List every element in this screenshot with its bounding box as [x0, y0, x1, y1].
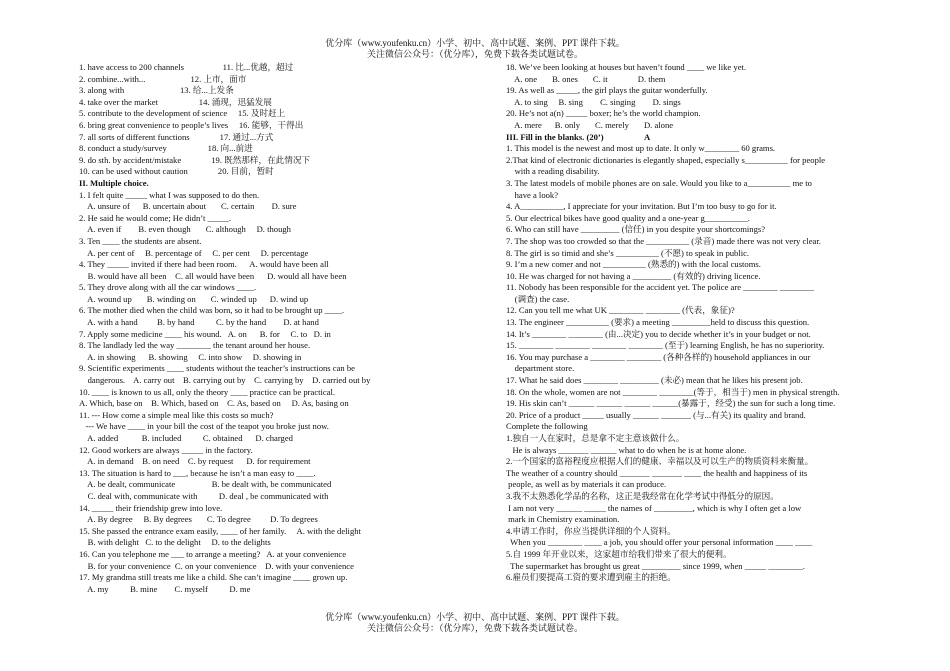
text-line: 2. combine...with... 12. 上市，面市: [79, 73, 247, 84]
text-line: A. with a hand B. by hand C. by the hand D. at hand: [79, 317, 319, 328]
page-footer: [0, 612, 950, 634]
text-line: 7. Apply some medicine ____ his wound. A. on B. for C. to D. in: [79, 328, 331, 339]
text-line: (调查) the case.: [506, 293, 570, 304]
text-line: 15. ________ ________ ________ ________ (至于) learning English, he has no superiority.: [506, 340, 825, 351]
text-line: 14. It’s ________ ________ (由...决定) you to decide whether it’s in your budget or not.: [506, 328, 811, 339]
text-line: 5. contribute to the development of science 15. 及时赶上: [79, 108, 286, 119]
text-line: 20. Price of a product _____ usually ______ _______ (与...有关) its quality and brand.: [506, 409, 806, 420]
text-line: 15. She passed the entrance exam easily, ____ of her family. A. with the delight: [79, 525, 361, 536]
text-line: 10. He was charged for not having a _________ (有效的) driving licence.: [506, 270, 761, 281]
text-line: 6. bring great convenience to people’s lives 16. 能够，干得出: [79, 119, 304, 130]
text-line: department store.: [506, 363, 575, 374]
text-line: 12. Good workers are always _____ in the factory.: [79, 444, 253, 455]
text-line: A. wound up B. winding on C. winded up D. wind up: [79, 293, 309, 304]
text-line: people, as well as by materials it can produce.: [506, 479, 667, 490]
text-line: --- We have ____ in your bill the cost of the teapot you broke just now.: [79, 421, 329, 432]
text-line: 7. The shop was too crowded so that the __________ (录音) made there was not very clear.: [506, 235, 821, 246]
text-line: 14. _____ their friendship grew into love.: [79, 502, 223, 513]
text-line: 16. You may purchase a ________ ________ (各种各样的) household appliances in our: [506, 351, 811, 362]
text-line: 4. take over the market 14. 涌现，迅猛发展: [79, 96, 272, 107]
text-line: A. mere B. only C. merely D. alone: [506, 119, 674, 130]
text-line: A. my B. mine C. myself D. me: [79, 583, 251, 594]
text-line: 13. The engineer __________ (要求) a meeting _________held to discuss this question.: [506, 317, 810, 328]
text-line: 2.That kind of electronic dictionaries is elegantly shaped, especially s__________ for people: [506, 154, 826, 165]
text-line: 1. This model is the newest and most up to date. It only w________ 60 grams.: [506, 143, 776, 154]
text-line: A. unsure of B. uncertain about C. certain D. sure: [79, 201, 297, 212]
text-line: B. would have all been C. all would have been D. would all have been: [79, 270, 347, 281]
text-line: 16. Can you telephone me ___ to arrange a meeting? A. at your convenience: [79, 548, 347, 559]
text-line: 7. all sorts of different functions 17. 通过...方式: [79, 131, 274, 142]
text-line: 6.雇员们要提高工资的要求遭到雇主的拒绝。: [506, 572, 676, 583]
text-line: III. Fill in the blanks. (20’) A: [506, 131, 651, 142]
text-line: 8. The landlady led the way ________ the tenant around her house.: [79, 340, 311, 351]
text-line: 17. What he said does ________ _________ (未必) mean that he likes his present job.: [506, 375, 803, 386]
text-line: B. with delight C. to the delight D. to the delights: [79, 537, 271, 548]
text-line: 11. Nobody has been responsible for the accident yet. The police are ________ ________: [506, 282, 815, 293]
text-line: Complete the following: [506, 421, 588, 432]
text-line: 10. ____ is known to us all, only the theory ____ practice can be practical.: [79, 386, 336, 397]
text-line: 19. His skin can’t ______ ______ ______ ______(暴露于，经受) the sun for such a long time.: [506, 398, 836, 409]
text-line: 5. Our electrical bikes have good quality and a one-year g__________.: [506, 212, 750, 223]
text-line: A. per cent of B. percentage of C. per cent D. percentage: [79, 247, 309, 258]
header-line-1: 优分库（www.youfenku.cn）小学、初中、高中试题、案例、PPT 课件下载。: [325, 38, 625, 48]
text-line: He is always _______ ______ what to do when he is at home alone.: [506, 444, 747, 455]
text-line: 3.我不太熟悉化学品的名称，这正是我经常在化学考试中得低分的原因。: [506, 490, 779, 501]
text-line: 1. I felt quite _____ what I was supposed to do then.: [79, 189, 260, 200]
text-line: 4. They _____ invited if there had been room. A. would have been all: [79, 259, 329, 270]
left-column: [79, 62, 419, 595]
page-header: [0, 38, 950, 60]
footer-line-2: 关注微信公众号：（优分库），免费下载各类试题试卷。: [366, 623, 583, 633]
text-line: A. in showing B. showing C. into show D. showing in: [79, 351, 302, 362]
text-line: 20. He’s not a(n) _____ boxer; he’s the world champion.: [506, 108, 701, 119]
text-line: 6. The mother died when the child was born, so it had to be brought up ____.: [79, 305, 345, 316]
text-line: C. deal with, communicate with D. deal , be communicated with: [79, 490, 329, 501]
text-line: 4.申请工作时，你应当提供详细的个人资料。: [506, 525, 676, 536]
text-line: dangerous. A. carry out B. carrying out by C. carrying by D. carried out by: [79, 375, 371, 386]
text-line: The supermarket has brought us great _________ since 1999, when _____ ________.: [506, 560, 805, 571]
text-line: 2. He said he would come; He didn’t _____.: [79, 212, 232, 223]
text-line: B. for your convenience C. on your convenience D. with your convenience: [79, 560, 354, 571]
text-line: 18. On the whole, women are not ________ ________(等于，相当于) men in physical strength.: [506, 386, 840, 397]
text-line: 3. along with 13. 给...上发条: [79, 85, 234, 96]
text-line: The weather of a country should _______ _______ ____ the health and happiness of its: [506, 467, 808, 478]
text-line: 19. As well as _____, the girl plays the guitar wonderfully.: [506, 85, 708, 96]
text-line: 3. Ten ____ the students are absent.: [79, 235, 202, 246]
text-line: When you ________ ____ a job, you should offer your personal information ____ ____: [506, 537, 813, 548]
text-line: 1. have access to 200 channels 11. 比...优越，超过: [79, 62, 294, 72]
text-line: A. be dealt, communicate B. be dealt with, be communicated: [79, 479, 332, 490]
text-line: 9. I’m a new comer and not __________ (熟悉的) with the local customs.: [506, 259, 761, 270]
text-line: 18. We’ve been looking at houses but haven’t found ____ we like yet.: [506, 62, 747, 72]
text-line: A. By degree B. By degrees C. To degree D. To degrees: [79, 514, 318, 525]
header-line-2: 关注微信公众号：（优分库），免费下载各类试题试卷。: [366, 49, 583, 59]
text-line: A. Which, base on B. Which, based on C. As, based on D. As, basing on: [79, 398, 349, 409]
text-line: 17. My grandma still treats me like a child. She can’t imagine ____ grown up.: [79, 572, 348, 583]
text-line: 1.独自一人在家时，总是拿不定主意该做什么。: [506, 433, 685, 443]
right-column: [506, 62, 886, 584]
text-line: 5. They drove along with all the car windows ____.: [79, 282, 257, 293]
text-line: A. in demand B. on need C. by request D. for requirement: [79, 456, 311, 467]
text-line: A. to sing B. sing C. singing D. sings: [506, 96, 681, 107]
text-line: 3. The latest models of mobile phones are on sale. Would you like to a__________ me to: [506, 177, 812, 188]
text-line: with a reading disability.: [506, 166, 600, 177]
text-line: A. even if B. even though C. although D. though: [79, 224, 291, 235]
text-line: have a look?: [506, 189, 559, 200]
text-line: 11. --- How come a simple meal like this costs so much?: [79, 409, 274, 420]
text-line: 10. can be used without caution 20. 目前，暂时: [79, 166, 274, 177]
text-line: II. Multiple choice.: [79, 177, 149, 188]
text-line: A. added B. included C. obtained D. charged: [79, 433, 293, 443]
text-line: A. one B. ones C. it D. them: [506, 73, 666, 84]
text-line: 5.自 1999 年开业以来，这家超市给我们带来了很大的便利。: [506, 548, 732, 559]
text-line: 8. conduct a study/survey 18. 向...前进: [79, 143, 253, 154]
text-line: 13. The situation is hard to ___, because he isn’t a man easy to ____.: [79, 467, 316, 478]
text-line: 9. Scientific experiments ____ students without the teacher’s instructions can be: [79, 363, 355, 374]
text-line: 12. Can you tell me what UK ________ ________ (代表，象征)?: [506, 305, 735, 316]
text-line: 8. The girl is so timid and she’s __________ (不愿) to speak in public.: [506, 247, 750, 258]
text-line: 2.一个国家的富裕程度应根据人们的健康、幸福以及可以生产的物质资料来衡量。: [506, 456, 814, 467]
text-line: 6. Who can still have _________ (信任) in you despite your shortcomings?: [506, 224, 766, 235]
text-line: I am not very ______ _____ the names of _________, which is why I often get a low: [506, 502, 802, 513]
text-line: mark in Chemistry examination.: [506, 514, 620, 525]
footer-line-1: 优分库（www.youfenku.cn）小学、初中、高中试题、案例、PPT 课件下载。: [325, 612, 625, 622]
text-line: 9. do sth. by accident/mistake 19. 既然那样，在此情况下: [79, 154, 311, 165]
text-line: 4. A__________, I appreciate for your invitation. But I’m too busy to go for it.: [506, 201, 777, 212]
